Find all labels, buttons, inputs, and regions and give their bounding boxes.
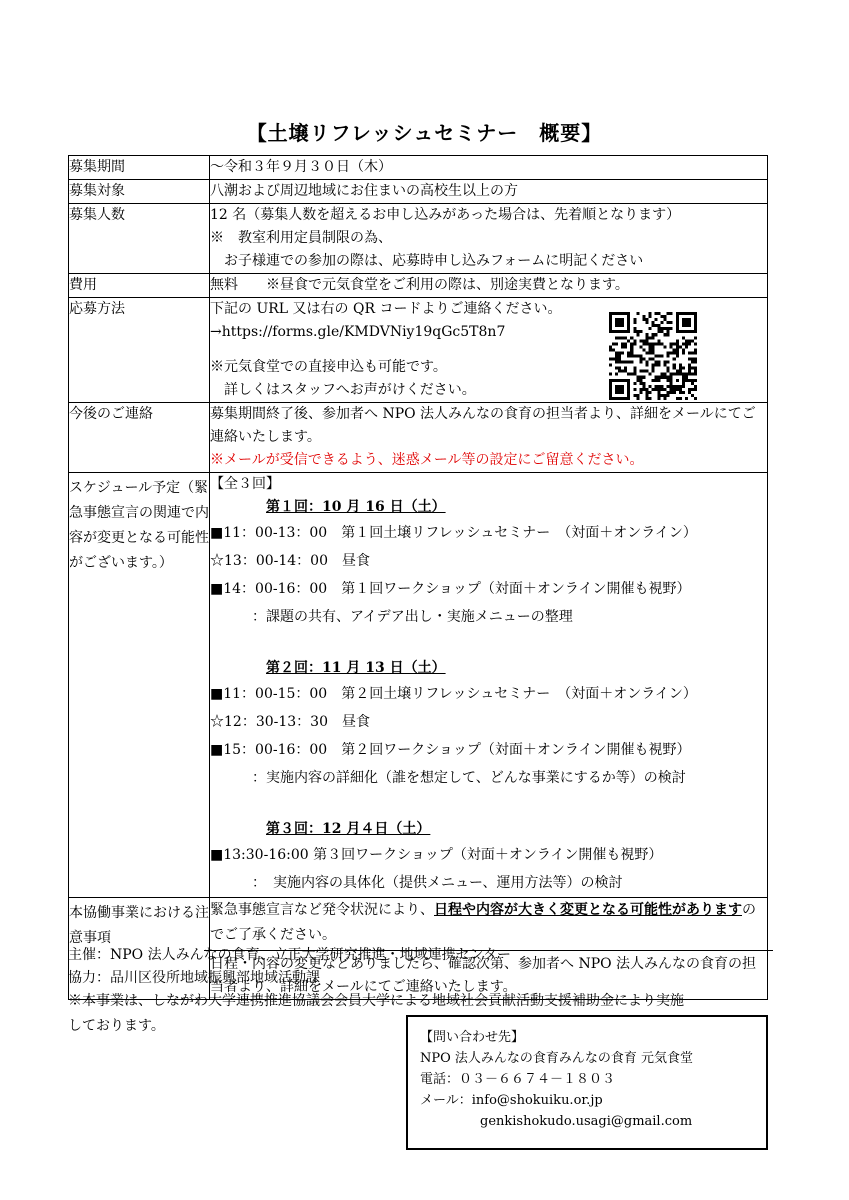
row-label-contact-after: 今後のご連絡 <box>69 403 210 473</box>
schedule-total: 【全３回】 <box>210 476 280 492</box>
capacity-note: ※ 教室利用定員制限の為、 <box>210 230 392 246</box>
capacity-line: 12 名（募集人数を超えるお申し込みがあった場合は、先着順となります） <box>210 207 681 223</box>
contact-after-text: 募集期間終了後、参加者へ NPO 法人みんなの食育の担当者より、詳細をメールにてご連絡いたします。 <box>210 406 756 445</box>
session-heading: 第１回：10 月 16 日（土） <box>266 499 446 515</box>
page-title: 【土壌リフレッシュセミナー 概要】 <box>246 121 603 145</box>
contact-heading: 【問い合わせ先】 <box>420 1030 525 1045</box>
contact-email[interactable]: メール：info@shokuiku.or.jp <box>420 1093 603 1108</box>
session-heading: 第２回：11 月 13 日（土） <box>266 660 446 676</box>
row-label-target: 募集対象 <box>69 180 210 204</box>
row-value-period: ～令和３年９月３０日（木） <box>210 156 768 180</box>
row-label-capacity: 募集人数 <box>69 204 210 274</box>
table-row <box>69 204 768 274</box>
row-label-period: 募集期間 <box>69 156 210 180</box>
footer-grant: ※本事業は、しながわ大学連携推進協議会会員大学による地域社会貢献活動支援補助金により実施 <box>68 993 684 1009</box>
row-label-notes: 本協働事業における注意事項 <box>69 898 210 1000</box>
schedule-item: ■13:30-16:00 第３回ワークショップ（対面＋オンライン開催も視野） <box>210 847 663 863</box>
row-label-schedule: スケジュール予定（緊急事態宣言の関連で内容が変更となる可能性がございます。） <box>69 473 210 898</box>
apply-instruction: 下記の URL 又は右の QR コードよりご連絡ください。 <box>210 301 562 317</box>
capacity-note: お子様連での参加の際は、応募時申し込みフォームに明記ください <box>224 253 644 269</box>
row-label-apply: 応募方法 <box>69 298 210 403</box>
apply-url-link[interactable]: →https://forms.gle/KMDVNiy19qGc5T8n7 <box>210 324 506 340</box>
contact-phone: 電話：０３－６６７４－１８０３ <box>420 1072 616 1087</box>
session-heading: 第３回：12 月４日（土） <box>266 821 431 837</box>
table-row <box>69 403 768 473</box>
schedule-item: ■11：00-13：00 第１回土壌リフレッシュセミナー （対面＋オンライン） <box>210 525 697 541</box>
apply-note: ※元気食堂での直接申込も可能です。 <box>210 359 447 375</box>
contact-email-2[interactable]: genkishokudo.usagi@gmail.com <box>480 1114 693 1129</box>
footer-host: 主催：NPO 法人みんなの食育、立正大学研究推進・地域連携センター <box>68 947 512 963</box>
footer-support: 協力：品川区役所地域振興部地域活動課 <box>68 970 320 986</box>
overview-table <box>68 155 768 1000</box>
apply-note: 詳しくはスタッフへお声がけください。 <box>224 382 476 398</box>
row-value-capacity <box>210 204 768 274</box>
footer-grant-cont: しております。 <box>68 1018 165 1034</box>
contact-org: NPO 法人みんなの食育みんなの食育 元気食堂 <box>420 1051 694 1066</box>
table-row <box>69 180 768 204</box>
schedule-item-detail: ：課題の共有、アイデア出し・実施メニューの整理 <box>252 609 573 625</box>
schedule-item: ☆13：00-14：00 昼食 <box>210 553 370 569</box>
row-value-schedule <box>210 473 768 898</box>
qr-code-icon[interactable] <box>607 312 699 400</box>
schedule-item: ■15：00-16：00 第２回ワークショップ（対面＋オンライン開催も視野） <box>210 742 691 758</box>
email-warning: ※メールが受信できるよう、迷惑メール等の設定にご留意ください。 <box>210 452 644 468</box>
schedule-item: ■11：00-15：00 第２回土壌リフレッシュセミナー （対面＋オンライン） <box>210 686 697 702</box>
table-row <box>69 156 768 180</box>
schedule-item: ■14：00-16：00 第１回ワークショップ（対面＋オンライン開催も視野） <box>210 581 691 597</box>
schedule-item-detail: ： 実施内容の具体化（提供メニュー、運用方法等）の検討 <box>252 875 623 891</box>
row-value-fee: 無料 ※昼食で元気食堂をご利用の際は、別途実費となります。 <box>210 274 768 298</box>
table-row <box>69 274 768 298</box>
schedule-item: ☆12：30-13：30 昼食 <box>210 714 370 730</box>
schedule-item-detail: ：実施内容の詳細化（誰を想定して、どんな事業にするか等）の検討 <box>252 770 686 786</box>
row-label-fee: 費用 <box>69 274 210 298</box>
notes-text: 日程・内容の変更などありましたら、確認次第、参加者へ NPO 法人みんなの食育の担当者より、詳細をメールにてご連絡いたします。 <box>210 956 757 995</box>
row-value-contact-after <box>210 403 768 473</box>
row-value-target: 八潮および周辺地域にお住まいの高校生以上の方 <box>210 180 768 204</box>
notes-warning: 緊急事態宣言など発令状況により、日程や内容が大きく変更となる可能性がありますのでご了承ください。 <box>204 898 773 951</box>
table-row <box>69 473 768 898</box>
contact-box <box>406 1015 768 1150</box>
